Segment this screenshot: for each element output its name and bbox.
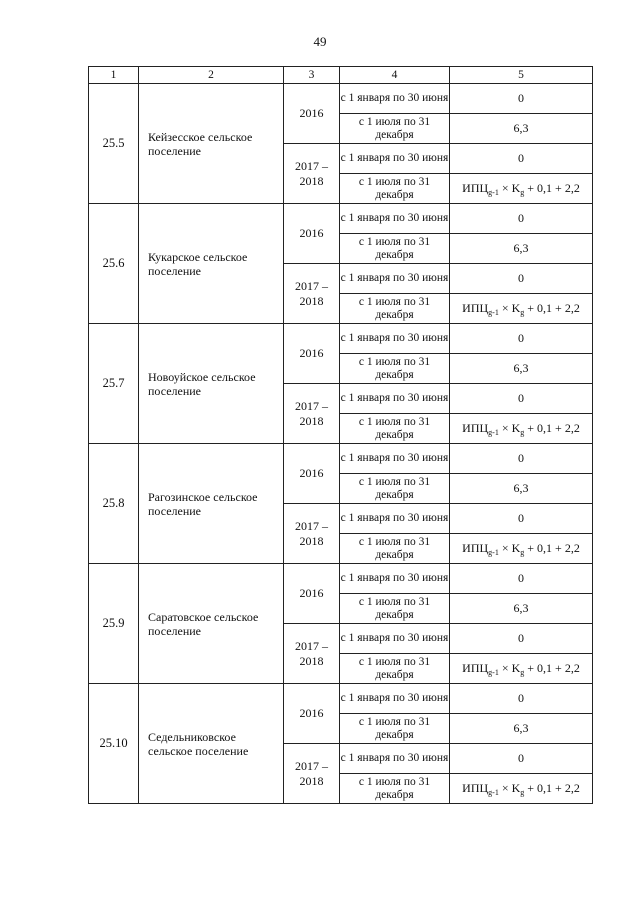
period-cell: с 1 июля по 31 декабря <box>340 534 450 564</box>
period-cell: с 1 июля по 31 декабря <box>340 714 450 744</box>
value-cell: 0 <box>450 324 593 354</box>
column-header: 5 <box>450 67 593 84</box>
value-cell: 0 <box>450 384 593 414</box>
year-cell: 2017 – 2018 <box>284 504 340 564</box>
table-row <box>89 84 593 114</box>
period-cell: с 1 июля по 31 декабря <box>340 774 450 804</box>
page-number: 49 <box>313 34 327 49</box>
value-cell: 0 <box>450 84 593 114</box>
year-cell: 2017 – 2018 <box>284 384 340 444</box>
year-cell: 2017 – 2018 <box>284 624 340 684</box>
column-header: 2 <box>139 67 284 84</box>
value-cell: $ИПЦ_{g-1} \times K_g + 0,1 + 2,2$ <box>450 414 593 444</box>
period-cell: с 1 июля по 31 декабря <box>340 654 450 684</box>
year-cell: 2016 <box>284 444 340 504</box>
period-cell: с 1 июля по 31 декабря <box>340 354 450 384</box>
period-cell: с 1 января по 30 июня <box>340 204 450 234</box>
value-cell: 0 <box>450 204 593 234</box>
table-row <box>89 564 593 594</box>
value-cell: $ИПЦ_{g-1} \times K_g + 0,1 + 2,2$ <box>450 534 593 564</box>
table-header-row <box>89 67 593 84</box>
row-number: 25.10 <box>89 684 139 804</box>
value-cell: 0 <box>450 624 593 654</box>
value-cell: $ИПЦ_{g-1} \times K_g + 0,1 + 2,2$ <box>450 294 593 324</box>
column-header: 4 <box>340 67 450 84</box>
year-cell: 2017 – 2018 <box>284 264 340 324</box>
period-cell: с 1 июля по 31 декабря <box>340 594 450 624</box>
value-cell: 6,3 <box>450 354 593 384</box>
value-cell: $ИПЦ_{g-1} \times K_g + 0,1 + 2,2$ <box>450 174 593 204</box>
table-row <box>89 324 593 354</box>
table-row <box>89 444 593 474</box>
table-row <box>89 684 593 714</box>
year-cell: 2016 <box>284 84 340 144</box>
period-cell: с 1 января по 30 июня <box>340 84 450 114</box>
table-row <box>89 204 593 234</box>
settlement-name: Рагозинское сельское поселение <box>139 444 284 564</box>
period-cell: с 1 января по 30 июня <box>340 324 450 354</box>
value-cell: 6,3 <box>450 714 593 744</box>
year-cell: 2016 <box>284 684 340 744</box>
period-cell: с 1 января по 30 июня <box>340 384 450 414</box>
row-number: 25.8 <box>89 444 139 564</box>
year-cell: 2016 <box>284 564 340 624</box>
value-cell: 0 <box>450 444 593 474</box>
period-cell: с 1 июля по 31 декабря <box>340 174 450 204</box>
period-cell: с 1 января по 30 июня <box>340 504 450 534</box>
value-cell: 0 <box>450 564 593 594</box>
period-cell: с 1 января по 30 июня <box>340 624 450 654</box>
period-cell: с 1 июля по 31 декабря <box>340 294 450 324</box>
year-cell: 2017 – 2018 <box>284 744 340 804</box>
column-header: 1 <box>89 67 139 84</box>
year-cell: 2016 <box>284 204 340 264</box>
row-number: 25.7 <box>89 324 139 444</box>
period-cell: с 1 января по 30 июня <box>340 264 450 294</box>
value-cell: $ИПЦ_{g-1} \times K_g + 0,1 + 2,2$ <box>450 654 593 684</box>
value-cell: 0 <box>450 264 593 294</box>
settlement-name: Саратовское сельское поселение <box>139 564 284 684</box>
row-number: 25.9 <box>89 564 139 684</box>
value-cell: 0 <box>450 684 593 714</box>
period-cell: с 1 января по 30 июня <box>340 444 450 474</box>
settlement-name: Седельниковское сельское поселение <box>139 684 284 804</box>
year-cell: 2017 – 2018 <box>284 144 340 204</box>
period-cell: с 1 января по 30 июня <box>340 744 450 774</box>
value-cell: 0 <box>450 144 593 174</box>
settlement-name: Новоуйское сельское поселение <box>139 324 284 444</box>
period-cell: с 1 июля по 31 декабря <box>340 474 450 504</box>
settlement-name: Кейзесское сельское поселение <box>139 84 284 204</box>
column-header: 3 <box>284 67 340 84</box>
value-cell: 6,3 <box>450 594 593 624</box>
row-number: 25.6 <box>89 204 139 324</box>
period-cell: с 1 января по 30 июня <box>340 144 450 174</box>
tariff-table <box>88 66 593 804</box>
settlement-name: Кукарское сельское поселение <box>139 204 284 324</box>
value-cell: 0 <box>450 504 593 534</box>
period-cell: с 1 июля по 31 декабря <box>340 234 450 264</box>
row-number: 25.5 <box>89 84 139 204</box>
value-cell: $ИПЦ_{g-1} \times K_g + 0,1 + 2,2$ <box>450 774 593 804</box>
value-cell: 6,3 <box>450 234 593 264</box>
year-cell: 2016 <box>284 324 340 384</box>
value-cell: 0 <box>450 744 593 774</box>
value-cell: 6,3 <box>450 474 593 504</box>
period-cell: с 1 января по 30 июня <box>340 564 450 594</box>
value-cell: 6,3 <box>450 114 593 144</box>
period-cell: с 1 июля по 31 декабря <box>340 414 450 444</box>
period-cell: с 1 июля по 31 декабря <box>340 114 450 144</box>
period-cell: с 1 января по 30 июня <box>340 684 450 714</box>
